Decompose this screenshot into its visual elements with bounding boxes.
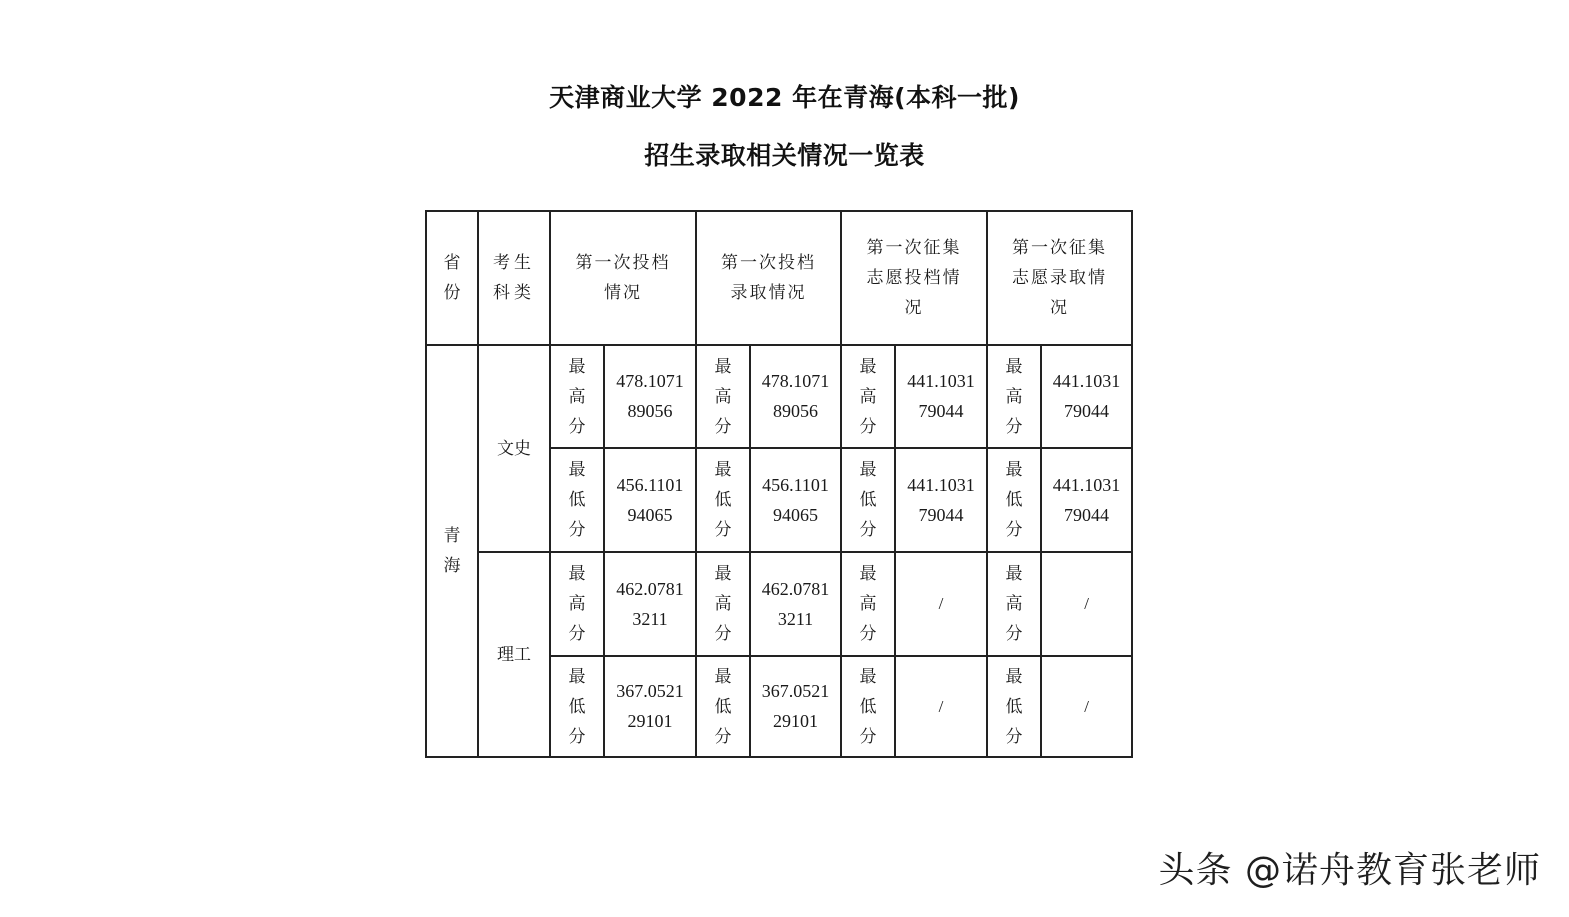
score-label: 最高分: [841, 345, 895, 448]
table-row: [426, 552, 1132, 656]
score-value: /: [1041, 656, 1132, 757]
score-value: 367.052129101: [604, 656, 696, 757]
score-value: 441.103179044: [1041, 345, 1132, 448]
score-value: 456.110194065: [604, 448, 696, 552]
header-first-supplementary-filing: 第一次征集志愿投档情况: [841, 211, 987, 345]
score-label: 最低分: [696, 656, 750, 757]
score-label: 最低分: [841, 448, 895, 552]
score-value: /: [895, 656, 987, 757]
score-label: 最高分: [550, 345, 604, 448]
score-label: 最低分: [987, 448, 1041, 552]
score-value: 441.103179044: [1041, 448, 1132, 552]
score-label: 最高分: [841, 552, 895, 656]
score-label: 最高分: [696, 345, 750, 448]
document-title-line-1: 天津商业大学 2022 年在青海(本科一批): [549, 83, 1020, 112]
header-province: 省份: [426, 211, 478, 345]
score-label: 最低分: [550, 656, 604, 757]
category-cell: 理工: [478, 552, 550, 757]
score-value: 456.110194065: [750, 448, 841, 552]
score-value: 462.07813211: [604, 552, 696, 656]
province-cell: 青海: [426, 345, 478, 757]
table-row: [426, 345, 1132, 448]
score-value: 367.052129101: [750, 656, 841, 757]
score-label: 最低分: [696, 448, 750, 552]
score-value: 441.103179044: [895, 345, 987, 448]
header-first-supplementary-admission: 第一次征集志愿录取情况: [987, 211, 1132, 345]
header-category: 考生科类: [478, 211, 550, 345]
score-label: 最低分: [841, 656, 895, 757]
score-value: 478.107189056: [604, 345, 696, 448]
score-label: 最低分: [987, 656, 1041, 757]
score-label: 最高分: [987, 345, 1041, 448]
admission-table: [425, 210, 1133, 758]
score-value: /: [1041, 552, 1132, 656]
score-value: 441.103179044: [895, 448, 987, 552]
header-first-filing-admission: 第一次投档录取情况: [696, 211, 841, 345]
score-label: 最高分: [696, 552, 750, 656]
header-first-filing: 第一次投档情况: [550, 211, 696, 345]
category-cell: 文史: [478, 345, 550, 552]
score-value: /: [895, 552, 987, 656]
score-value: 478.107189056: [750, 345, 841, 448]
score-label: 最高分: [550, 552, 604, 656]
score-label: 最低分: [550, 448, 604, 552]
score-value: 462.07813211: [750, 552, 841, 656]
header-row: [426, 211, 1132, 345]
document-title-line-2: 招生录取相关情况一览表: [644, 141, 925, 170]
source-watermark: 头条 @诺舟教育张老师: [1158, 850, 1541, 891]
score-label: 最高分: [987, 552, 1041, 656]
